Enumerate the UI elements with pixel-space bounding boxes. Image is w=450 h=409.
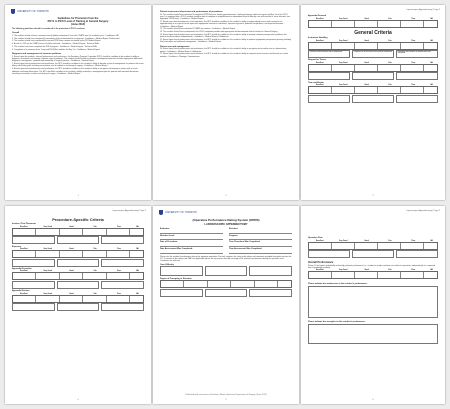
scale-header-row: Excellent Very Good Good Fair Poor NA [316,84,433,87]
permission-footer: Published with permission of Southern Illinois University Department of Surgery (June 2013) [185,394,267,396]
list-item: 6. Completion of a minimum of the 3 required PGLS(lite) modules for May 1st - Confidence - Medical Expert [12,48,100,51]
page-number: 3 [372,195,374,197]
document-page-4 [5,206,151,404]
scale-heading: Time and Motion [308,81,324,84]
scale-header-row: Excellent Very Good Good Fair Poor NA [316,17,433,20]
diagnosis-heading: Diagnosis and management of common problems [12,53,62,56]
list-item: 3. Based upon clinical performance and evaluations, the RPC should be confident in the resident's ability to recognize and manage a patient with an acute abdomen and bowel obstruction. The RPC should be confident in the resident's ability to develop a management plan for patients with intestinal obstruction including resuscitation, nutrition and timing of surgery - Confidence - Medical Expert [12,68,139,75]
overall-list [12,35,144,51]
oprs-title: (Operative Performance Rating System (OPRS) [192,218,260,222]
anchor-descriptions [12,259,144,267]
running-head: Laparoscopic Appendectomy | Page 2 [406,9,440,11]
scale-heading: Incision / Port Placement [12,223,36,226]
scale-heading: Appendix Removal [308,15,327,18]
strengths-heading: Please indicate the strengths in this resident's performance: [308,321,366,324]
list-item: 12. The resident should have submitted 3 OSATS per rotation - Confidence - Medical Expert [160,28,236,31]
university-name: UNIVERSITY OF TORONTO [17,10,49,13]
scale-header-row: Excellent Very Good Good Fair Poor NA [316,61,433,64]
rating-boxes[interactable] [12,250,144,258]
section-heading: Patient assessment discussion and performance of procedures [160,11,223,13]
procedure-subtitle: LAPAROSCOPIC APPENDECTOMY [204,223,248,226]
procedure-time-field[interactable] [229,243,292,247]
diagnosis-list [12,56,144,75]
scale-header-row: Excellent Very Good Good Fair Poor NA [20,270,139,273]
scale-heading: Appendix Division [12,290,30,293]
document-page-6 [301,206,445,404]
weaknesses-textarea[interactable] [308,286,438,318]
anchor-descriptions [308,72,438,80]
document-page-3 [301,5,445,200]
strengths-textarea[interactable] [308,324,438,344]
list-item: 15. Based upon clinical performance and evaluations, the RPC should be confident in the resident's ability to perform appropriate preoperative planning including fluid, electrolyte and nutritional management - Confidence - Medical Expert [160,39,292,44]
rating-boxes[interactable] [308,86,438,94]
document-page-2 [153,5,299,200]
anchor-descriptions: Fluid moves with instruments and no awkwardness Competent use of instruments with occasional awkwardness Repeatedly makes tentative or awkward moves with instruments [308,50,438,58]
running-head: Laparoscopic Appendectomy | Page 2 [406,210,440,212]
scale-heading: Respect for Tissue [308,59,326,62]
list-item: 17. Based upon clinical performance and evaluations, the RPC should be confident in the resident's ability to supervise junior learners and function as a team member - Confidence - Manager, Communicator [160,53,289,58]
list-item: 10. The resident should have submitted 3 completed OPRS forms for simple appendectomies, cholecystectomies and hernia repairs by May 1st of the PGY1 year. It is expected that a PGY1 resident should be able to complete a straightforward or intermediate level of difficulty case with minimal or some direction (see appended OPRS form) - Confidence - Medical Expert [160,13,290,21]
list-item: 2. Based upon clinical performance and evaluations, the RPC should be confident in the resident's ability to develop a plan of management for patients with acute biliary colic/cholecystitis including resuscitation, use of antibiotics and timing of surgery - Confidence - Medical Expert [12,63,144,68]
document-page-1 [5,5,151,200]
scale-heading: Exposure [12,245,22,248]
resident-field[interactable] [229,230,292,234]
university-logo [11,9,49,14]
page-number: 5 [225,399,227,401]
list-item: 5. The resident must have completed the PGLS program - Confidence - Medical Expert - Technical Skills [12,46,98,49]
university-logo [159,210,197,215]
university-name: UNIVERSITY OF TORONTO [165,211,197,214]
list-item: 3. The resident should have completed the practice PRSI exam content accounted by the PD Medical Expert [12,40,101,43]
program-field[interactable] [229,237,292,241]
anchor-descriptions [12,236,144,244]
document-page-5 [153,206,299,404]
anchor-descriptions [308,95,438,103]
scale-header-row: Excellent Very Good Good Fair Poor NA [20,292,139,295]
page-number: 1 [77,195,79,197]
scale-header-row: Excellent Very Good Good Fair Poor NA [20,248,139,251]
list-item: 13. The resident should have participated in the PGL1 competent portfolio with appropriate and documented clinical activities in General Surgery [160,31,278,34]
rating-boxes[interactable] [12,272,144,280]
page-number: 4 [77,399,79,401]
list-item: 2. The resident should have completed 4 procedures of the professionalism assignment - Confidence - Medical Expert, Professional [12,37,120,40]
scale-header-row: Excellent Very Good Good Fair Poor NA [316,269,433,272]
intro-text: The following guidelines should be considered in the promotion of PGY1 residents: [12,28,86,30]
title-line: Guidelines for Promotion from the [57,17,99,20]
crest-icon [159,210,163,215]
scale-header-row: Excellent Very Good Good Fair Poor NA [316,39,433,42]
scale-heading: Operation Flow [308,237,323,240]
procedure-date-field[interactable] [160,243,223,247]
scale-heading: Degree of Prompting or Direction [160,277,192,280]
list-item: 1. Based upon the resident's informal performance and evaluations, the Residency Program Committee (RPC) should be confident in the resident's ability to diagnose, re-evaluate and manage common surgical problems. The resident should be able to develop a management plan that includes appropriate differential diagnoses, investigation, treatment and monitoring of surgical patients - Confidence - Medical Expert [12,55,143,63]
scale-heading: Case Difficulty [160,263,174,266]
anchor-descriptions [160,289,292,297]
list-item: 4. A rank of >15% on the OSATS exam should be achieved - Confidence - Medical Expert - Technical Skills [12,43,100,46]
instructions-note: Please rate the resident's performance during the operative procedure. For each criterion, the rating scale values and comments provided descriptive anchors for 1-5. If a portion of the rating scale 'N/A' was applicable please list any reasons that did not apply to the resident's performance during the operative case. Comments are welcome. [160,255,292,263]
evaluation-form-fields: Evaluator: Resident: Resident Level: Program: Date of Procedure: Time Procedure Was Completed: Date Assessment Was Completed: Time Assessment Was Completed: [160,228,292,254]
page-number: 6 [372,399,374,401]
anchor-descriptions [12,303,144,311]
assessment-time-field[interactable] [229,250,292,254]
assessment-date-field[interactable] [160,250,223,254]
rating-boxes[interactable] [308,271,438,279]
title-line: (June 2013) [71,23,85,26]
overall-instructions: Rating 1-5 on highest individually technically proficient performance (i.e., resident is ready to perform case without supervision, independently; it is expected from a graduating resident). [308,264,435,270]
scale-heading: Instrument Handling [308,37,328,40]
weaknesses-heading: Please indicate the weaknesses in the resident's performance: [308,283,368,286]
general-criteria-heading: General Criteria [354,29,392,36]
guidelines-title [12,17,144,26]
list-item: 16. Based upon clinical performance and evaluations, the RPC should be confident in the resident's ability to recognize and escalate care in a deteriorating patient - Confidence - Medical Expert, Collaborator [160,48,287,53]
list-item: 14. Based upon clinical performance and evaluations, the RPC should be confident in the resident's ability to manage common postoperative problems and perform ward procedures independently - Confidence - Medical Expert, Collaborator [160,33,287,39]
scale-header-row: Excellent Very Good Good Fair Poor NA [20,225,139,228]
anchor-descriptions [308,250,438,258]
crest-icon [11,9,15,14]
list-item: 11. Based upon clinical performance and evaluations, the RPC should be confident in the resident's ability to independently assess and consent for an appendectomy or an inguinal hernia repair with appropriate attention to indications, operative approach, potential complications, and expected outcome - Confidence - Medical Expert [160,20,285,28]
item-list [160,14,292,44]
anchor-descriptions [12,281,144,289]
scale-header-row: Excellent Very Good Good Fair Poor NA [316,239,433,242]
list-item: 1. The resident should achieve a minimum overall global evaluation of 3 on each OSATS over the academic year - Confidence - All [12,34,119,37]
page-number: 2 [225,195,227,197]
resident-level-field[interactable] [160,237,223,241]
procedure-criteria-heading: Procedure-Specific Criteria [52,217,104,222]
running-head: Laparoscopic Appendectomy | Page 2 [112,210,146,212]
scale-heading: Appendix Dissection [12,267,32,270]
title-line: PGY1 to PGY2 Level of Training in General Surgery [47,20,109,23]
overall-heading: Overall [12,32,20,35]
scale-heading: Overall Performance [308,261,334,265]
section-heading: Patient care and management [160,45,190,48]
evaluator-field[interactable] [160,230,223,234]
